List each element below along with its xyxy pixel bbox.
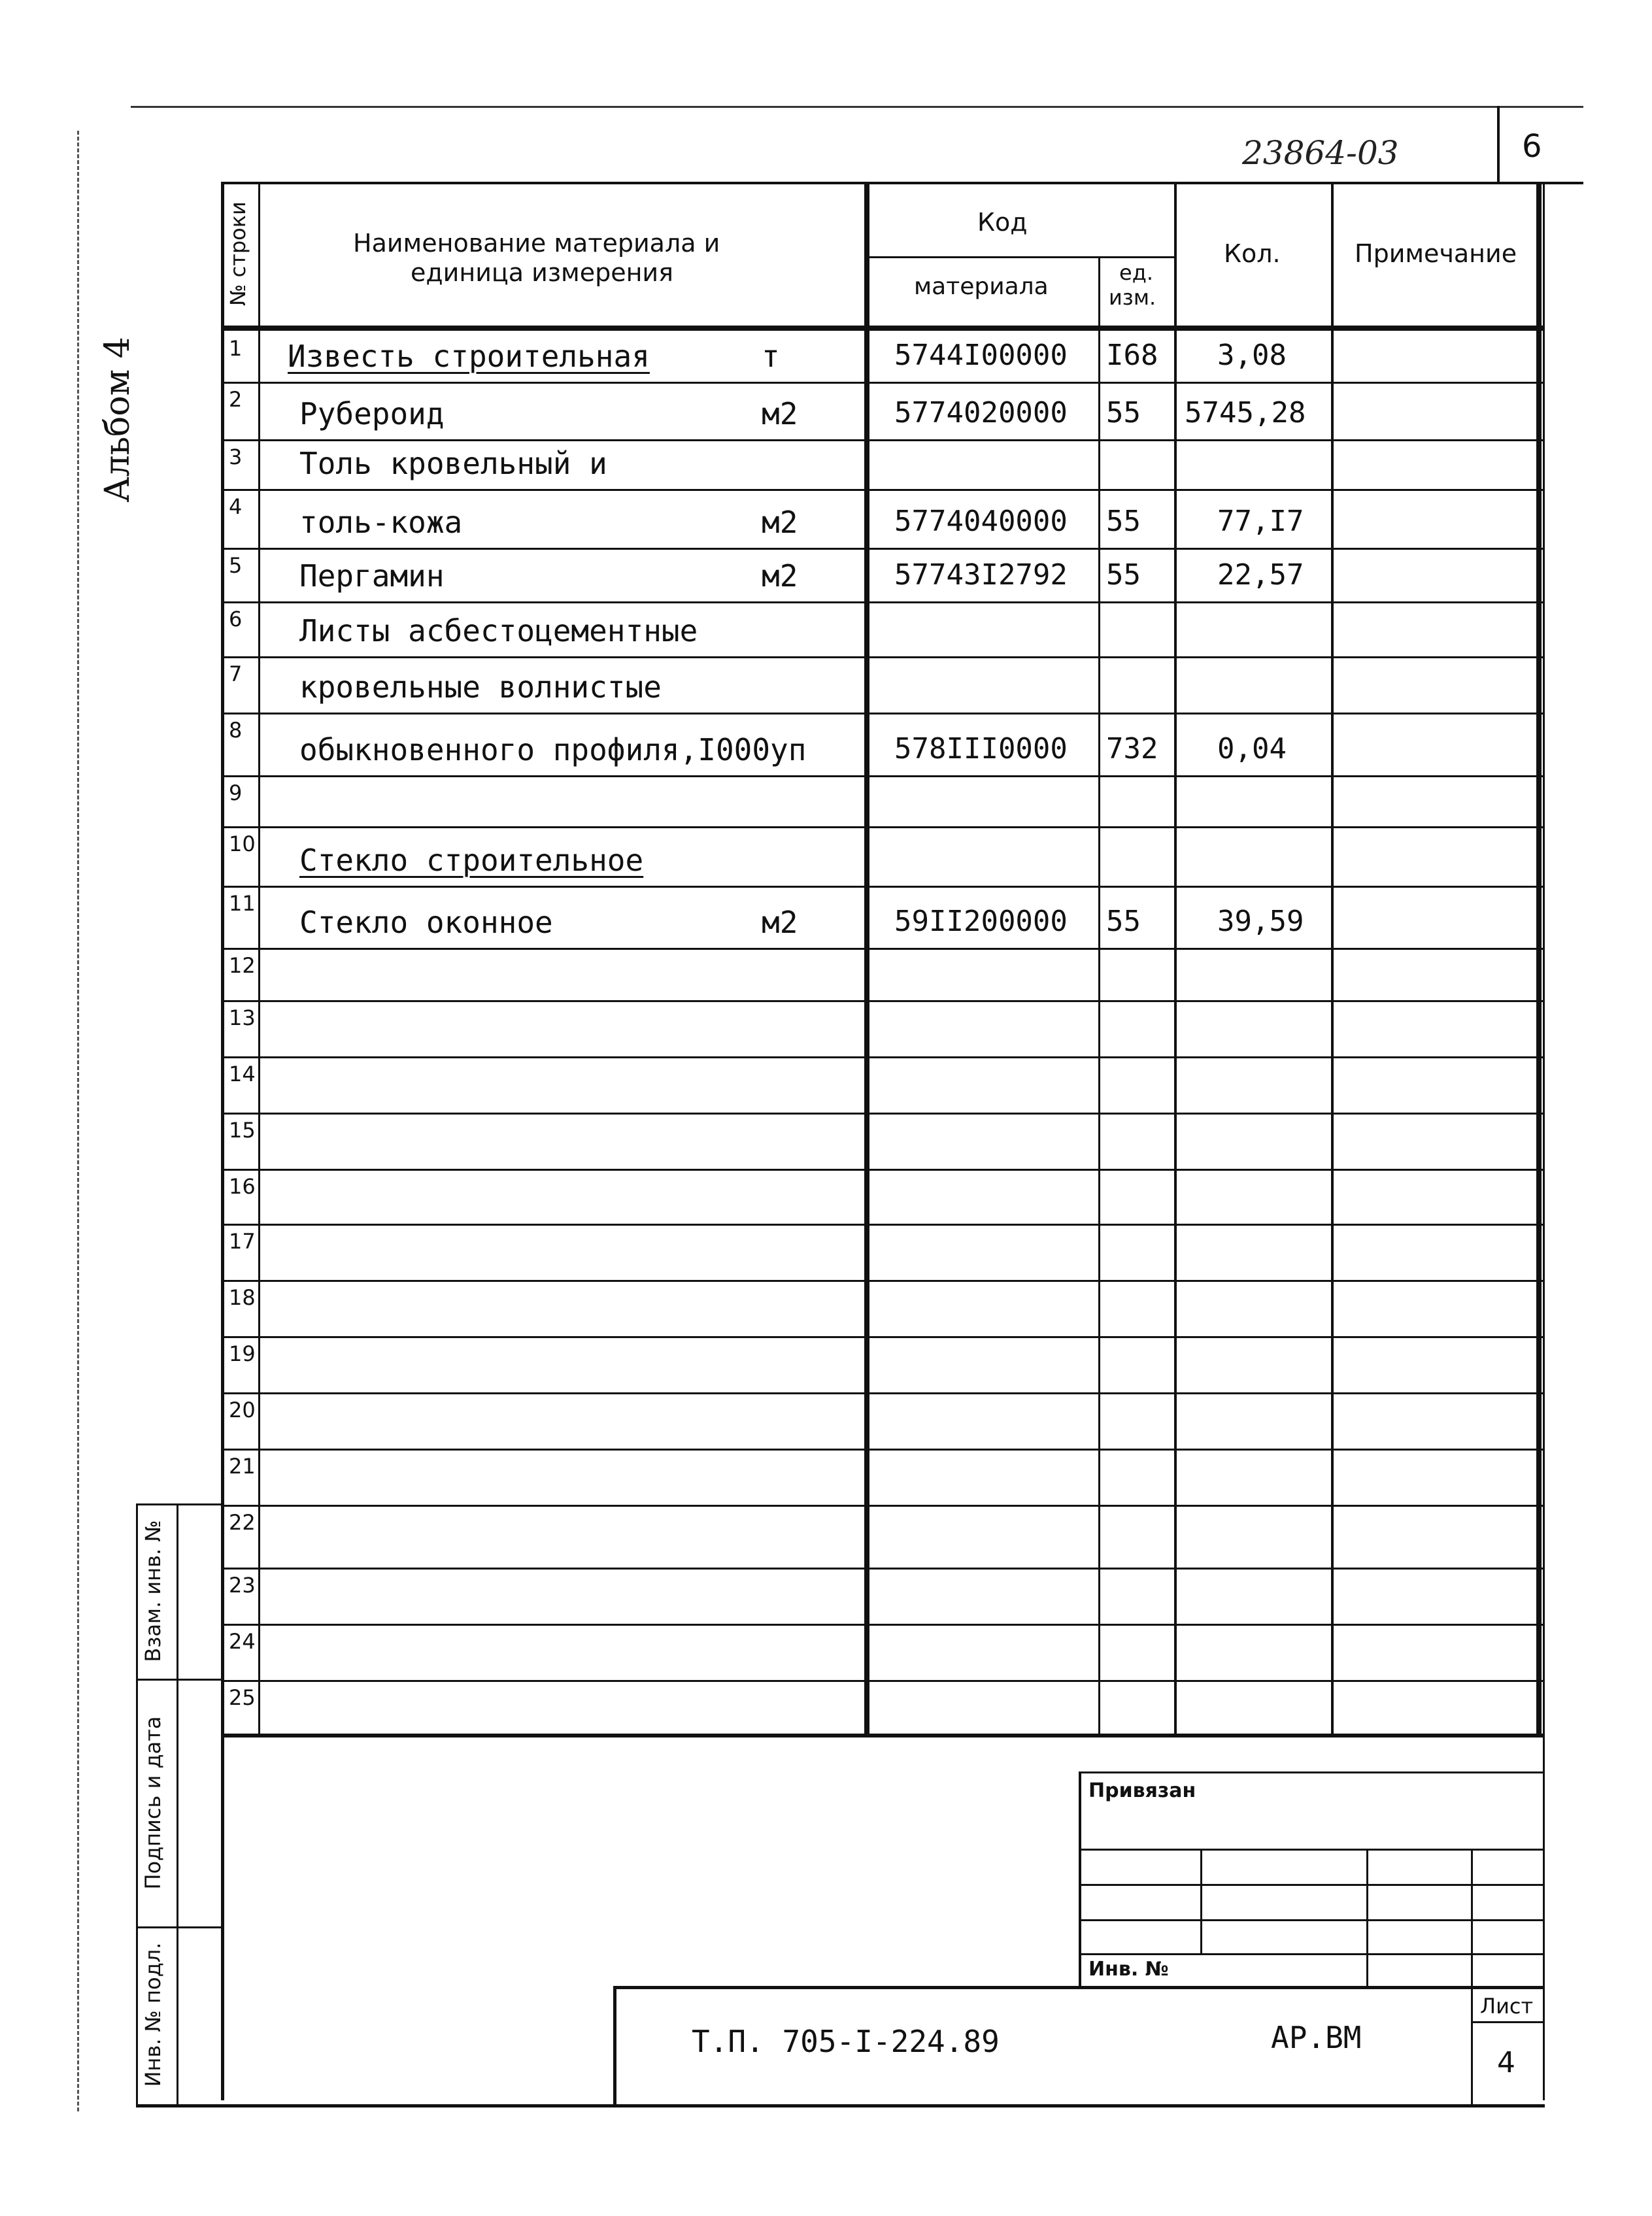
tb-grid-h1 (1079, 1849, 1545, 1851)
row-separator (222, 1224, 1543, 1226)
code-col-border (864, 182, 869, 1736)
material-code: 59II200000 (894, 905, 1068, 938)
row-separator (222, 548, 1543, 550)
row-separator (222, 1568, 1543, 1570)
header-name-line2: единица измерения (411, 258, 673, 287)
quantity: 39,59 (1217, 905, 1304, 938)
row-separator (222, 656, 1543, 658)
side-stamp-outer-left (136, 1503, 138, 2106)
row-number: 4 (229, 494, 243, 519)
page-number: 6 (1522, 128, 1542, 165)
quantity: 0,04 (1217, 732, 1287, 765)
material-name: кровельные волнистые (299, 669, 662, 705)
tb-grid-h3 (1079, 1919, 1545, 1921)
row-number: 15 (229, 1118, 256, 1143)
material-name: Листы асбестоцементные (299, 613, 698, 648)
row-number: 19 (229, 1341, 256, 1366)
row-number: 21 (229, 1454, 256, 1479)
header-note: Примечание (1355, 239, 1517, 268)
stamp-podpis: Подпись и дата (141, 1716, 165, 1890)
row-number: 11 (229, 891, 256, 916)
tb-sheet-divider (1471, 2021, 1545, 2023)
row-number: 12 (229, 953, 256, 978)
row-number: 9 (229, 781, 243, 805)
row-number: 23 (229, 1573, 256, 1598)
row-number: 8 (229, 718, 243, 743)
row-number: 16 (229, 1174, 256, 1199)
header-bottom-line (222, 182, 1583, 184)
material-name: обыкновенного профиля,I000уп (299, 732, 807, 767)
page-number-box (1497, 106, 1500, 182)
unit-code: 55 (1106, 558, 1141, 592)
header-name-line1: Наименование материала и (353, 229, 720, 258)
material-code: 5744I00000 (894, 339, 1068, 372)
row-separator (222, 1000, 1543, 1002)
material-name: Стекло строительное (299, 843, 644, 878)
header-quantity: Кол. (1224, 239, 1281, 268)
material-unit: м2 (762, 905, 798, 940)
row-separator (222, 1056, 1543, 1058)
material-name: Рубероид (299, 396, 445, 431)
row-separator (222, 1449, 1543, 1451)
material-unit: м2 (762, 558, 798, 594)
tb-privyazan-top (1079, 1771, 1545, 1773)
row-number: 20 (229, 1398, 256, 1422)
table-left-border (221, 182, 224, 2100)
album-label: Альбом 4 (98, 337, 137, 503)
material-code: 578III0000 (894, 732, 1068, 765)
row-number: 3 (229, 445, 243, 469)
material-name: толь-кожа (299, 505, 463, 540)
row-separator (222, 601, 1543, 603)
material-name: Пергамин (299, 558, 445, 594)
row-number: 1 (229, 336, 243, 361)
row-separator (222, 713, 1543, 714)
row-number: 5 (229, 553, 243, 578)
row-number: 17 (229, 1229, 256, 1254)
tb-privyazan-label: Привязан (1088, 1779, 1196, 1802)
row-number: 18 (229, 1285, 256, 1310)
quantity: 77,I7 (1217, 505, 1304, 538)
row-separator (222, 1392, 1543, 1394)
row-number: 25 (229, 1685, 256, 1710)
tb-grid-v2 (1366, 1849, 1368, 1986)
tb-designation: Т.П. 705-I-224.89 (692, 2024, 1000, 2059)
row-separator (222, 1336, 1543, 1338)
tb-grid-v3 (1471, 1849, 1473, 2105)
table-right-border (1543, 182, 1545, 2100)
quantity: 5745,28 (1185, 396, 1306, 429)
table-right-inner (1536, 182, 1542, 1736)
row-separator (222, 1680, 1543, 1682)
row-separator (222, 775, 1543, 777)
binding-line (77, 131, 79, 2111)
row-number: 24 (229, 1629, 256, 1654)
row-number: 13 (229, 1005, 256, 1030)
quantity: 22,57 (1217, 558, 1304, 592)
material-name: Стекло оконное (299, 905, 553, 940)
row-number: 10 (229, 831, 256, 856)
stamp-vzam-inv: Взам. инв. № (141, 1520, 165, 1662)
note-col-border (1331, 182, 1334, 1736)
material-name: Толь кровельный и (299, 446, 607, 481)
tb-main-top (613, 1986, 1545, 1989)
code-subheader-line (864, 256, 1174, 258)
stamp-inv-podl: Инв. № подл. (141, 1942, 165, 2087)
row-separator (222, 826, 1543, 828)
row-number: 6 (229, 607, 243, 631)
tb-main-left (613, 1986, 616, 2105)
tb-sheet-label: Лист (1480, 1994, 1534, 2019)
top-border-line (131, 106, 1583, 108)
unit-col-border (1098, 256, 1100, 1736)
unit-code: 55 (1106, 396, 1141, 429)
qty-col-border (1174, 182, 1177, 1736)
tb-section: АР.ВМ (1271, 2020, 1362, 2055)
tb-grid-h2 (1079, 1884, 1545, 1886)
unit-code: 732 (1106, 732, 1158, 765)
quantity: 3,08 (1217, 339, 1287, 372)
header-row-number: № строки (226, 201, 250, 306)
header-code: Код (977, 208, 1028, 237)
tb-grid-v1 (1200, 1849, 1202, 1953)
tb-sheet-number: 4 (1497, 2046, 1515, 2079)
unit-code: I68 (1106, 339, 1158, 372)
material-unit: м2 (762, 505, 798, 540)
material-code: 57743I2792 (894, 558, 1068, 592)
row-number: 2 (229, 387, 243, 412)
row-separator (222, 1505, 1543, 1507)
table-bottom-line (222, 1734, 1543, 1738)
row-separator (222, 886, 1543, 888)
row-separator (222, 439, 1543, 441)
tb-inv-no-label: Инв. № (1088, 1958, 1169, 1981)
header-bottom-thick (222, 326, 1543, 331)
header-unit-line2: изм. (1109, 285, 1156, 310)
side-stamp-bottom (136, 2104, 1545, 2107)
row-separator (222, 1624, 1543, 1626)
row-separator (222, 1169, 1543, 1171)
side-stamp-top (136, 1503, 222, 1505)
row-separator (222, 382, 1543, 384)
header-code-material: материала (914, 273, 1049, 300)
side-stamp-div2 (136, 1926, 222, 1928)
row-number: 7 (229, 662, 243, 686)
unit-code: 55 (1106, 905, 1141, 938)
material-unit: т (762, 339, 780, 374)
row-separator (222, 1280, 1543, 1282)
tb-grid-h4 (1079, 1953, 1545, 1955)
side-stamp-div1 (136, 1679, 222, 1681)
row-separator (222, 489, 1543, 491)
material-code: 5774020000 (894, 396, 1068, 429)
rownum-divider (258, 182, 260, 1736)
material-code: 5774040000 (894, 505, 1068, 538)
material-unit: м2 (762, 396, 798, 431)
row-number: 14 (229, 1062, 256, 1086)
material-name: Известь строительная (288, 339, 650, 374)
unit-code: 55 (1106, 505, 1141, 538)
row-number: 22 (229, 1510, 256, 1535)
side-stamp-inner (177, 1503, 178, 2106)
document-number: 23864-03 (1242, 134, 1399, 172)
row-separator (222, 948, 1543, 950)
header-unit-line1: ед. (1119, 260, 1153, 285)
row-separator (222, 1113, 1543, 1115)
